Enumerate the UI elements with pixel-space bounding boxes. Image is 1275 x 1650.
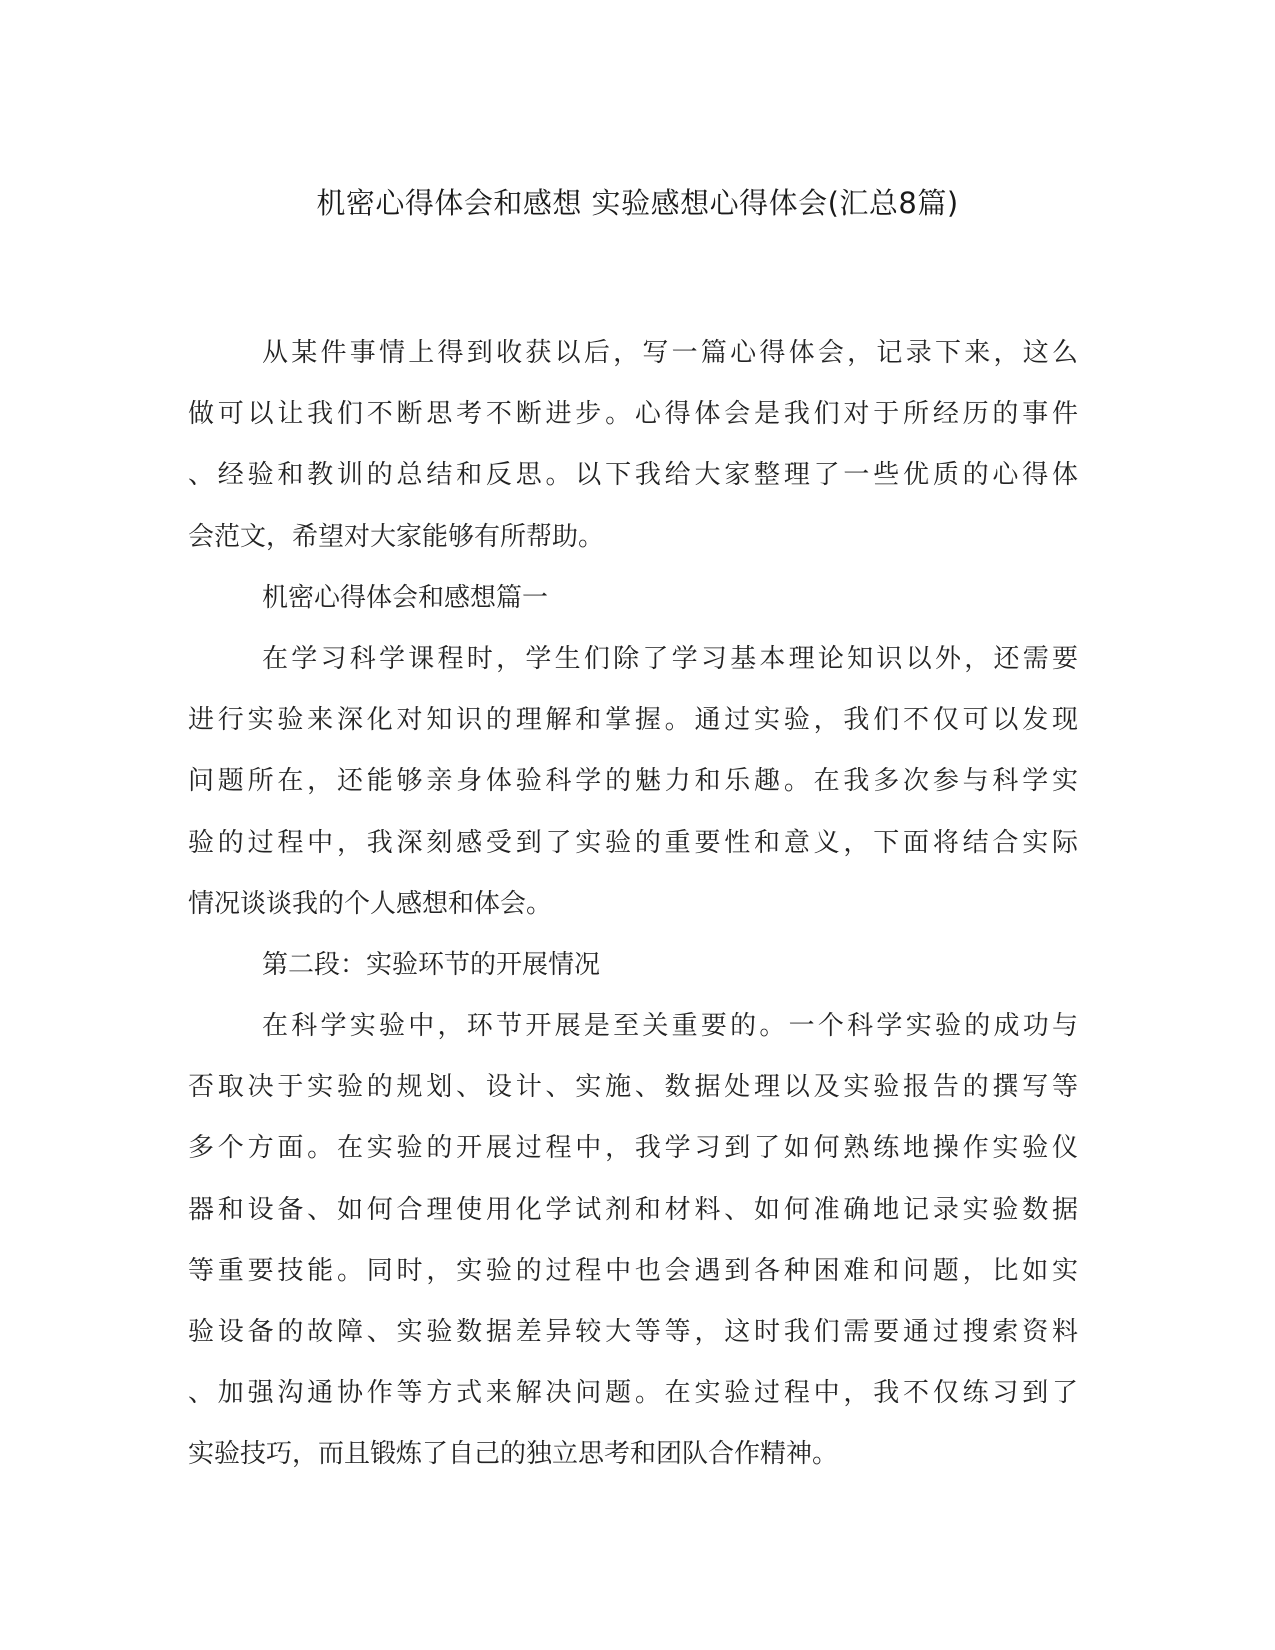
- paragraph-line: 情况谈谈我的个人感想和体会。: [188, 888, 553, 919]
- paragraph-line: 会范文，希望对大家能够有所帮助。: [188, 521, 605, 552]
- paragraph-line: 问题所在，还能够亲身体验科学的魅力和乐趣。在我多次参与科学实: [188, 766, 1078, 797]
- document-body: [188, 323, 1078, 1486]
- paragraph-line: 多个方面。在实验的开展过程中，我学习到了如何熟练地操作实验仪: [188, 1133, 1078, 1164]
- paragraph-line: 做可以让我们不断思考不断进步。心得体会是我们对于所经历的事件: [188, 399, 1078, 430]
- paragraph-line: 、加强沟通协作等方式来解决问题。在实验过程中，我不仅练习到了: [188, 1378, 1078, 1409]
- paragraph-line: 从某件事情上得到收获以后，写一篇心得体会，记录下来，这么: [262, 338, 1078, 368]
- paragraph-line: 验的过程中，我深刻感受到了实验的重要性和意义，下面将结合实际: [188, 827, 1078, 858]
- paragraph-line: 、经验和教训的总结和反思。以下我给大家整理了一些优质的心得体: [188, 460, 1078, 491]
- paragraph-line: 否取决于实验的规划、设计、实施、数据处理以及实验报告的撰写等: [188, 1072, 1078, 1103]
- paragraph-line: 器和设备、如何合理使用化学试剂和材料、如何准确地记录实验数据: [188, 1194, 1078, 1225]
- paragraph-line: 进行实验来深化对知识的理解和掌握。通过实验，我们不仅可以发现: [188, 705, 1078, 736]
- paragraph-line: 在学习科学课程时，学生们除了学习基本理论知识以外，还需要: [262, 643, 1078, 674]
- section-heading: 第二段：实验环节的开展情况: [262, 949, 601, 980]
- paragraph-line: 在科学实验中，环节开展是至关重要的。一个科学实验的成功与: [262, 1011, 1078, 1042]
- section-heading: 机密心得体会和感想篇一: [262, 582, 549, 613]
- paragraph-line: 等重要技能。同时，实验的过程中也会遇到各种困难和问题，比如实: [188, 1255, 1078, 1286]
- document-title: 机密心得体会和感想 实验感想心得体会(汇总8篇): [316, 186, 959, 220]
- paragraph-line: 实验技巧，而且锻炼了自己的独立思考和团队合作精神。: [188, 1439, 839, 1470]
- paragraph-line: 验设备的故障、实验数据差异较大等等，这时我们需要通过搜索资料: [188, 1317, 1078, 1347]
